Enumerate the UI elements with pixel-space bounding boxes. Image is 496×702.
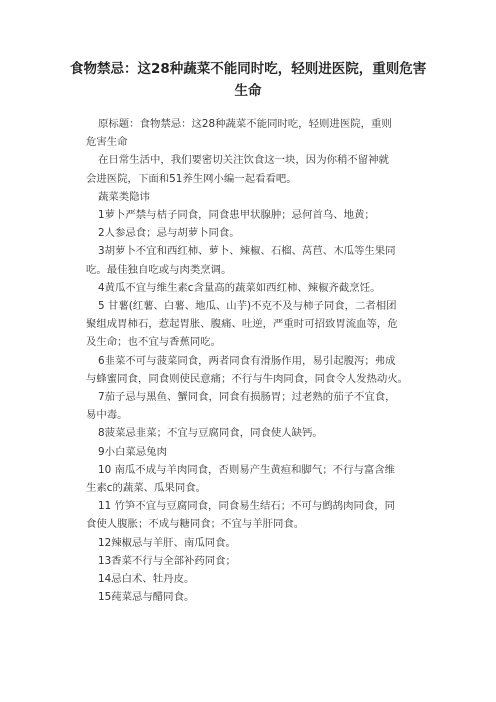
list-item bbox=[86, 534, 412, 552]
list-item bbox=[86, 388, 412, 424]
list-item bbox=[86, 570, 412, 588]
text-line: 危害生命 bbox=[86, 136, 128, 149]
list-item bbox=[86, 279, 412, 297]
list-item bbox=[86, 424, 412, 442]
text-line: 6韭菜不可与菠菜同食，两者同食有滑肠作用，易引起腹泻；弗成 bbox=[98, 354, 396, 367]
text-line: 9小白菜忌兔肉 bbox=[98, 445, 167, 458]
text-line: 15莼菜忌与醋同食。 bbox=[98, 591, 195, 604]
text-line: 在日常生活中，我们要密切关注饮食这一块，因为你稍不留神就 bbox=[98, 154, 389, 167]
text-line: 4黄瓜不宜与维生素c含量高的蔬菜如西红柿、辣椒齐截烹饪。 bbox=[98, 281, 381, 294]
paragraph-intro bbox=[86, 151, 412, 187]
text-line: 易中毒。 bbox=[86, 409, 128, 422]
article-body bbox=[86, 115, 412, 606]
paragraph-source-title bbox=[86, 115, 412, 151]
list-item bbox=[86, 352, 412, 388]
text-line: 会进医院，下面和51养生网小编一起看看吧。 bbox=[86, 172, 297, 185]
text-line: 11 竹笋不宜与豆腐同食，同食易生结石；不可与鹧鸪肉同食，同 bbox=[98, 500, 396, 513]
text-line: 及生命；也不宜与香蕉同吃。 bbox=[86, 336, 222, 349]
text-line: 8菠菜忌韭菜；不宜与豆腐同食，同食使人缺钙。 bbox=[98, 427, 323, 440]
text-line: 食使人腹胀；不成与糖同食；不宜与羊肝同食。 bbox=[86, 518, 305, 531]
text-line: 10 南瓜不成与羊肉同食，否则易产生黄疸和脚气；不行与富含维 bbox=[98, 463, 396, 476]
list-item bbox=[86, 552, 412, 570]
text-line: 1萝卜严禁与桔子同食，同食患甲状腺肿；忌何首乌、地黄； bbox=[98, 209, 375, 222]
text-line: 吃。最佳独自吃或与肉类烹调。 bbox=[86, 263, 232, 276]
text-line: 与蜂蜜同食，同食则使民意痛；不行与牛肉同食，同食令人发热动火。 bbox=[86, 372, 409, 385]
text-line: 3胡萝卜不宜和西红柿、萝卜、辣椒、石榴、莴苣、木瓜等生果同 bbox=[98, 245, 396, 258]
list-item bbox=[86, 497, 412, 533]
text-line: 聚组成胃柿石，惹起胃胀、腹痛、吐逆，严重时可招致胃流血等，危 bbox=[86, 318, 398, 331]
list-item bbox=[86, 443, 412, 461]
list-item bbox=[86, 461, 412, 497]
list-item bbox=[86, 206, 412, 224]
text-line: 2人参忌食；忌与胡萝卜同食。 bbox=[98, 227, 240, 240]
text-line: 生素c的蔬菜、瓜果同食。 bbox=[86, 482, 207, 495]
text-line: 蔬菜类隐讳 bbox=[98, 190, 150, 203]
section-heading bbox=[86, 188, 412, 206]
title-line: 生命 bbox=[234, 83, 262, 99]
list-item bbox=[86, 588, 412, 606]
list-item bbox=[86, 242, 412, 278]
text-line: 5 甘薯(红薯、白薯、地瓜、山芋)不克不及与柿子同食，二者相团 bbox=[98, 300, 397, 313]
text-line: 原标题：食物禁忌：这28种蔬菜不能同时吃，轻则进医院，重则 bbox=[98, 118, 392, 130]
list-item bbox=[86, 297, 412, 352]
text-line: 12辣椒忌与羊肝、南瓜同食。 bbox=[98, 536, 236, 549]
title-line: 食物禁忌：这28种蔬菜不能同时吃，轻则进医院，重则危害 bbox=[70, 61, 427, 77]
text-line: 7茄子忌与黑鱼、蟹同食，同食有损肠胃；过老熟的茄子不宜食， bbox=[98, 391, 396, 404]
page-title bbox=[70, 58, 426, 102]
list-item bbox=[86, 224, 412, 242]
text-line: 14忌白术、牡丹皮。 bbox=[98, 573, 195, 586]
text-line: 13香菜不行与全部补药同食； bbox=[98, 554, 236, 567]
